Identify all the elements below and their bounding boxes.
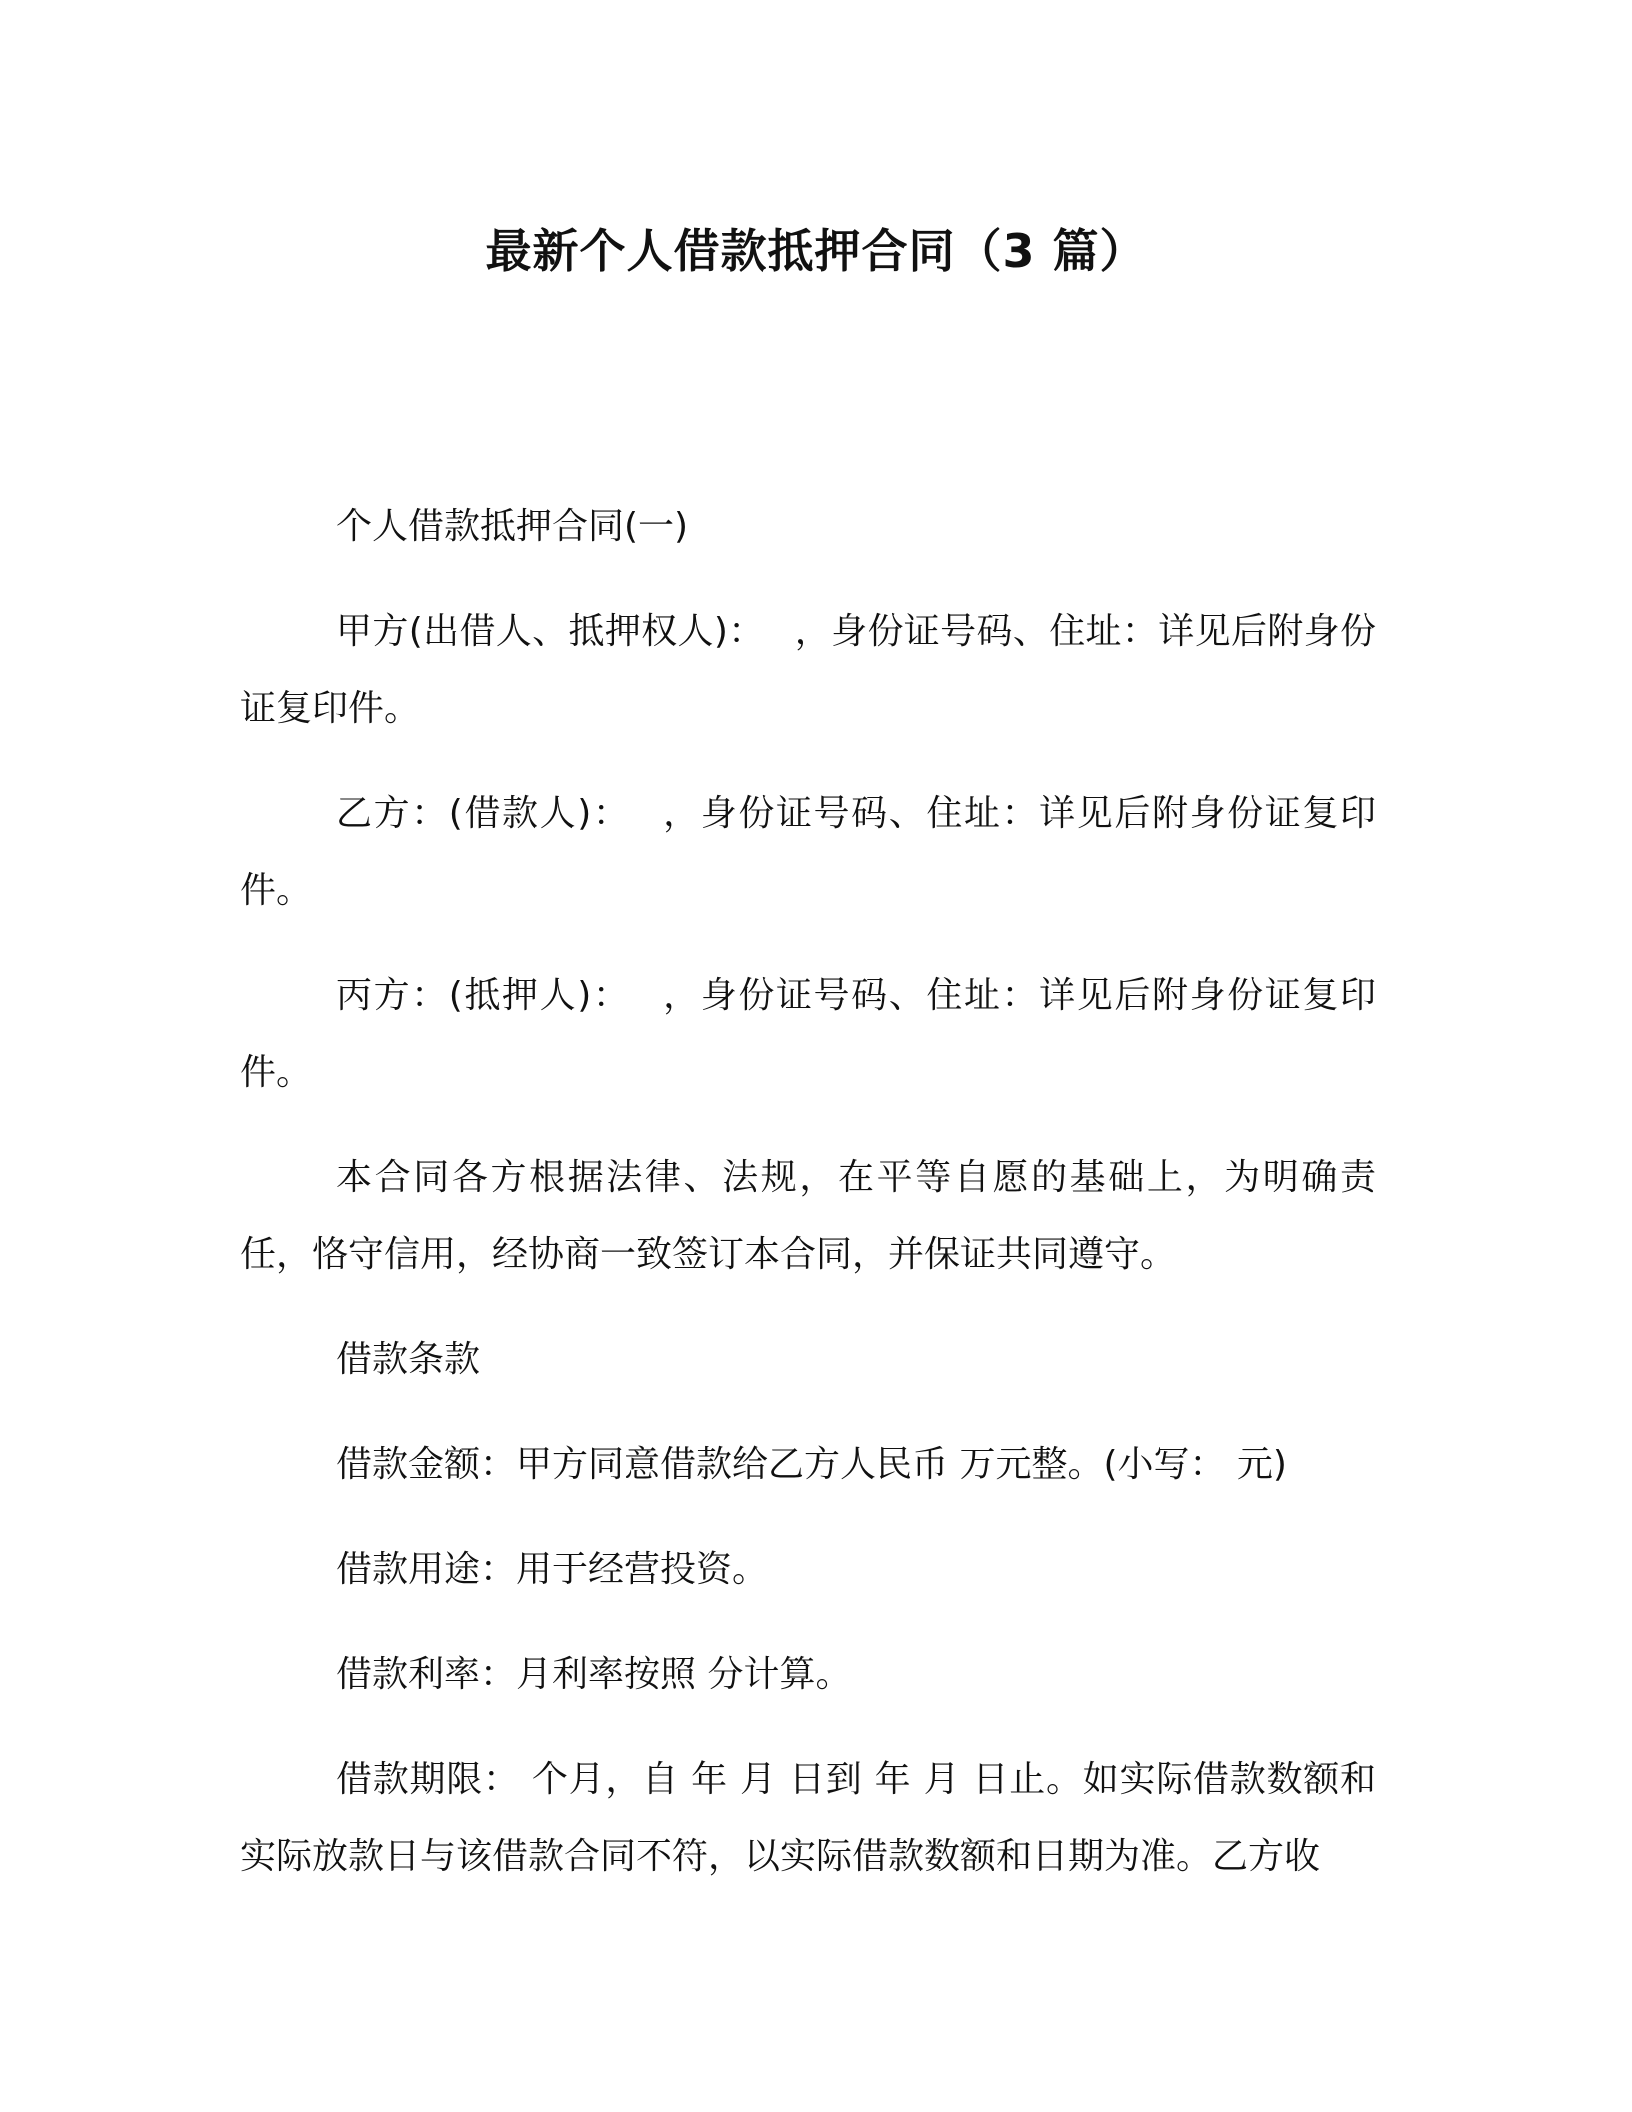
preamble-paragraph: 本合同各方根据法律、法规，在平等自愿的基础上，为明确责任，恪守信用，经协商一致签订本合同，并保证共同遵守。 bbox=[240, 1157, 1376, 1275]
party-c-clause: 丙方：(抵押人)： ，身份证号码、住址：详见后附身份证复印件。 bbox=[240, 975, 1376, 1093]
loan-term-clause: 借款期限： 个月，自 年 月 日到 年 月 日止。如实际借款数额和实际放款日与该借款合同不符，以实际借款数额和日期为准。乙方收 bbox=[240, 1759, 1376, 1877]
loan-terms-heading: 借款条款 bbox=[336, 1339, 481, 1380]
party-a-clause: 甲方(出借人、抵押权人)： ，身份证号码、住址：详见后附身份证复印件。 bbox=[240, 611, 1376, 729]
loan-interest-clause: 借款利率：月利率按照 分计算。 bbox=[336, 1654, 852, 1695]
loan-amount-clause: 借款金额：甲方同意借款给乙方人民币 万元整。(小写： 元) bbox=[336, 1444, 1287, 1485]
party-b-clause: 乙方：(借款人)： ，身份证号码、住址：详见后附身份证复印件。 bbox=[240, 793, 1376, 911]
section-heading-contract-one: 个人借款抵押合同(一) bbox=[336, 506, 689, 547]
document-title: 最新个人借款抵押合同（3 篇） bbox=[485, 224, 1147, 278]
loan-purpose-clause: 借款用途：用于经营投资。 bbox=[336, 1549, 769, 1590]
document-body bbox=[240, 488, 1376, 1923]
